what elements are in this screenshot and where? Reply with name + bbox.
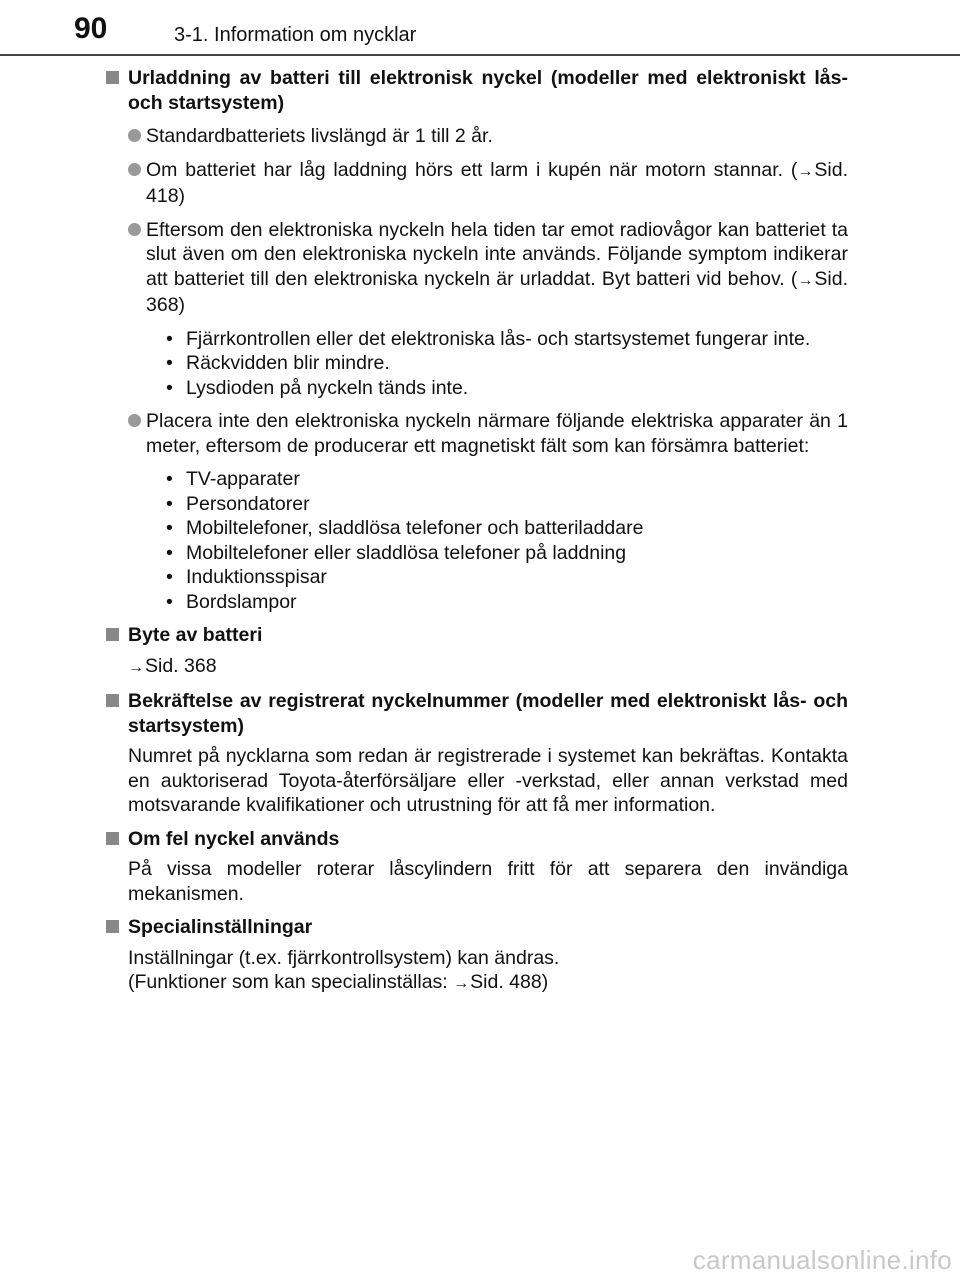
section-key-number-confirmation	[104, 689, 848, 818]
list-item: • Bordslampor	[166, 590, 297, 613]
section-square-icon	[106, 694, 119, 707]
page-reference-link[interactable]: Sid. 368)	[146, 267, 848, 316]
bullet-dot-icon: •	[166, 566, 173, 588]
bullet-item	[128, 409, 848, 614]
bullet-dot-icon: •	[166, 468, 173, 490]
page-reference-link[interactable]: Sid. 418)	[146, 158, 848, 207]
bullet-circle-icon	[128, 129, 141, 142]
section-title: Bekräftelse av registrerat nyckelnummer (modeller med elektroniskt lås- och startsystem)	[128, 690, 848, 737]
bullet-dot-icon: •	[166, 492, 173, 515]
section-text: På vissa modeller roterar låscylindern fritt för att separera den invändiga mekanismen.	[128, 858, 848, 905]
watermark-logo: carmanualsonline.info	[692, 1245, 952, 1275]
list-item: • Lysdioden på nyckeln tänds inte.	[166, 376, 469, 399]
bullet-dot-icon: •	[166, 590, 173, 613]
arrow-right-icon: →	[797, 271, 814, 289]
list-item: • Räckvidden blir mindre.	[166, 352, 390, 374]
list-item: • Fjärrkontrollen eller det elektroniska lås- och startsystemet fungerar inte.	[166, 327, 811, 350]
bullet-text: Om batteriet har låg laddning hörs ett larm i kupén när motorn stannar. (	[146, 158, 798, 181]
chapter-title: 3-1. Information om nycklar	[174, 24, 417, 46]
page-reference-link[interactable]: Sid. 368	[145, 654, 217, 677]
bullet-dot-icon: •	[166, 376, 173, 399]
section-square-icon	[106, 832, 119, 845]
page-number: 90	[74, 12, 108, 45]
bullet-dot-icon: •	[166, 517, 173, 539]
section-customization	[104, 915, 848, 997]
section-text: Numret på nycklarna som redan är registrerade i systemet kan bekräftas. Kontakta en auktoriserad Toyota-återförsäljare eller -verkstad, eller annan verkstad med motsvarande kvalifikationer och utrustning för att få mer information.	[128, 745, 848, 816]
bullet-item	[128, 158, 848, 209]
bullet-item	[128, 124, 848, 149]
page-header	[0, 0, 960, 50]
bullet-circle-icon	[128, 223, 141, 236]
bullet-dot-icon: •	[166, 541, 173, 564]
section-battery-discharge	[104, 66, 848, 614]
symptom-list	[164, 327, 848, 401]
bullet-item	[128, 218, 848, 401]
section-title: Specialinställningar	[128, 916, 313, 938]
list-item: • Persondatorer	[166, 492, 310, 515]
section-square-icon	[106, 628, 119, 641]
section-title: Urladdning av batteri till elektronisk nyckel (modeller med elektroniskt lås- och startsystem)	[128, 67, 848, 114]
arrow-right-icon: →	[128, 658, 144, 676]
bullet-text: Eftersom den elektroniska nyckeln hela tiden tar emot radiovågor kan batteriet ta slut även om den elektroniska nyckeln inte används. Följande symptom indikerar att batteriet till den elektroniska nyckeln är urladdat. Byt batteri vid behov. (	[146, 218, 848, 290]
list-item: • TV-apparater	[166, 468, 300, 490]
section-text	[128, 654, 848, 681]
list-item: • Induktionsspisar	[166, 566, 327, 588]
bullet-text: Standardbatteriets livslängd är 1 till 2 år.	[146, 125, 493, 147]
section-square-icon	[106, 71, 119, 84]
section-title: Byte av batteri	[128, 624, 263, 646]
arrow-right-icon: →	[797, 162, 814, 180]
bullet-circle-icon	[128, 414, 141, 427]
list-item: • Mobiltelefoner eller sladdlösa telefoner på laddning	[166, 541, 627, 564]
page-reference-link[interactable]: Sid. 488)	[470, 971, 549, 993]
list-item: • Mobiltelefoner, sladdlösa telefoner och batteriladdare	[166, 517, 644, 539]
section-battery-replacement	[104, 623, 848, 680]
bullet-circle-icon	[128, 163, 141, 176]
page-content	[104, 66, 848, 1006]
section-square-icon	[106, 920, 119, 933]
bullet-dot-icon: •	[166, 327, 173, 350]
section-text: Inställningar (t.ex. fjärrkontrollsystem) kan ändras. (Funktioner som kan specialinställas: →Sid. 488)	[128, 946, 848, 997]
appliance-list	[164, 467, 848, 614]
section-wrong-key	[104, 827, 848, 907]
arrow-right-icon: →	[453, 975, 470, 992]
section-title: Om fel nyckel används	[128, 827, 340, 850]
bullet-dot-icon: •	[166, 352, 173, 374]
header-divider	[0, 54, 960, 56]
bullet-text: Placera inte den elektroniska nyckeln närmare följande elektriska apparater än 1 meter, eftersom de producerar ett magnetiskt fält som kan försämra batteriet:	[146, 410, 848, 457]
